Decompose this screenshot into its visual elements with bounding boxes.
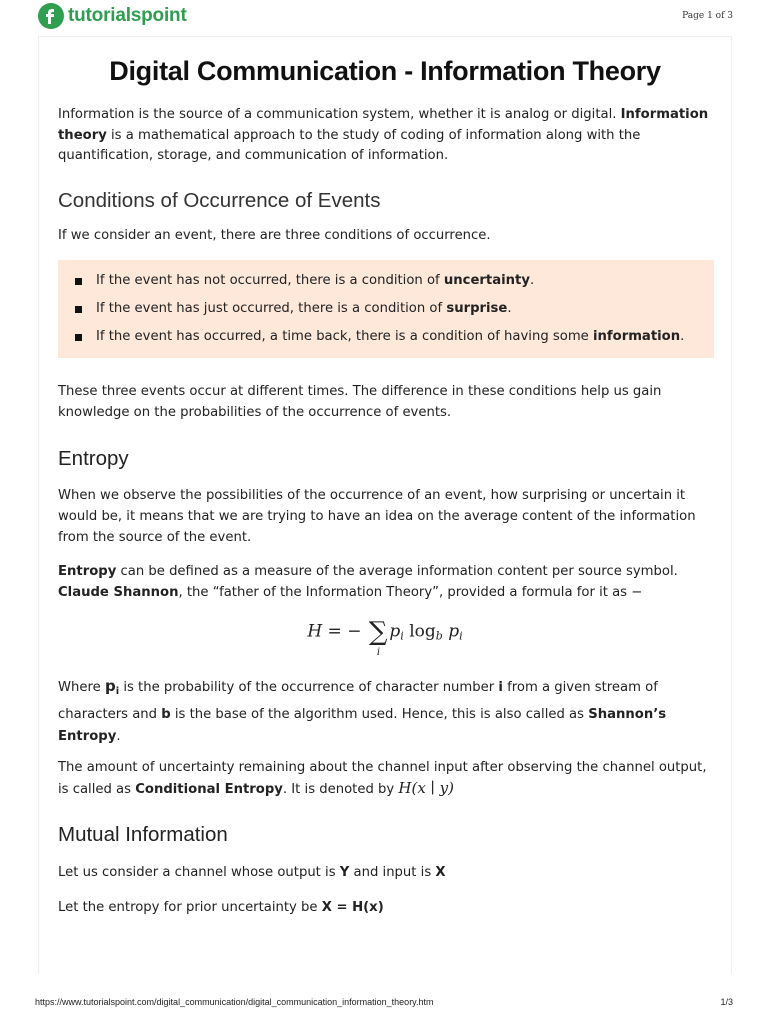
entropy-formula: H = − ∑ i pi logb pi <box>307 617 463 659</box>
conditions-list <box>73 271 699 347</box>
conditional-entropy-paragraph: The amount of uncertainty remaining about the channel input after observing the channel output, is called as Conditional Entropy. It is denoted by H(x ∣ y) <box>58 759 707 798</box>
conditions-heading: Conditions of Occurrence of Events <box>58 188 381 212</box>
intro-paragraph <box>58 105 712 167</box>
conditional-entropy-math: H(x ∣ y) <box>398 779 455 798</box>
logo-text: tutorialspoint <box>68 5 187 26</box>
intro-rest: is a mathematical approach to the study of coding of information along with the quantification, storage, and communication of information. <box>58 127 641 164</box>
article-content <box>38 36 732 974</box>
page-indicator: Page 1 of 3 <box>682 11 733 21</box>
footer-page-number: 1/3 <box>720 997 733 1007</box>
square-bullet-icon <box>75 278 82 285</box>
mutual-information-heading: Mutual Information <box>58 823 228 846</box>
conditions-note-box <box>58 260 714 358</box>
tutorialspoint-logo[interactable] <box>38 2 187 30</box>
square-bullet-icon <box>75 334 82 341</box>
intro-sentence: Information is the source of a communication system, whether it is analog or digital. <box>58 107 617 122</box>
entropy-where-paragraph: Where $p_i$ is the probability of the occurrence of character number i from a given stream of characters and b is the base of the algorithm used. Hence, this is also called as Shannon’s Entropy. <box>58 677 667 745</box>
page-header <box>0 0 768 34</box>
list-item: If the event has not occurred, there is a condition of uncertainty. <box>73 271 699 292</box>
entropy-observe-paragraph: When we observe the possibilities of the occurrence of an event, how surprising or uncertain it would be, it means that we are trying to have an idea on the average content of the information from the source of the event. <box>58 488 696 545</box>
list-item: If the event has occurred, a time back, there is a condition of having some information. <box>73 327 699 348</box>
logo-icon <box>38 3 64 29</box>
footer-url: https://www.tutorialspoint.com/digital_communication/digital_communication_information_theory.htm <box>35 997 434 1007</box>
intro-bold-term: Information theory <box>58 107 709 143</box>
summation-symbol: ∑ i <box>368 617 388 659</box>
conditions-lead: If we consider an event, there are three conditions of occurrence. <box>58 227 491 243</box>
square-bullet-icon <box>75 306 82 313</box>
prior-uncertainty-paragraph: Let the entropy for prior uncertainty be X = H(x) <box>58 899 384 915</box>
conditions-summary: These three events occur at different times. The difference in these conditions help us gain knowledge on the probabilities of the occurrence of events. <box>58 384 662 420</box>
page-title: Digital Communication - Information Theory <box>109 56 661 86</box>
entropy-heading: Entropy <box>58 447 129 471</box>
channel-paragraph: Let us consider a channel whose output is Y and input is X <box>58 865 446 880</box>
list-item: If the event has just occurred, there is a condition of surprise. <box>73 299 699 320</box>
entropy-definition: Entropy can be defined as a measure of the average information content per source symbol. Claude Shannon, the “father of the Information Theory”, provided a formula for it as − <box>58 564 678 600</box>
